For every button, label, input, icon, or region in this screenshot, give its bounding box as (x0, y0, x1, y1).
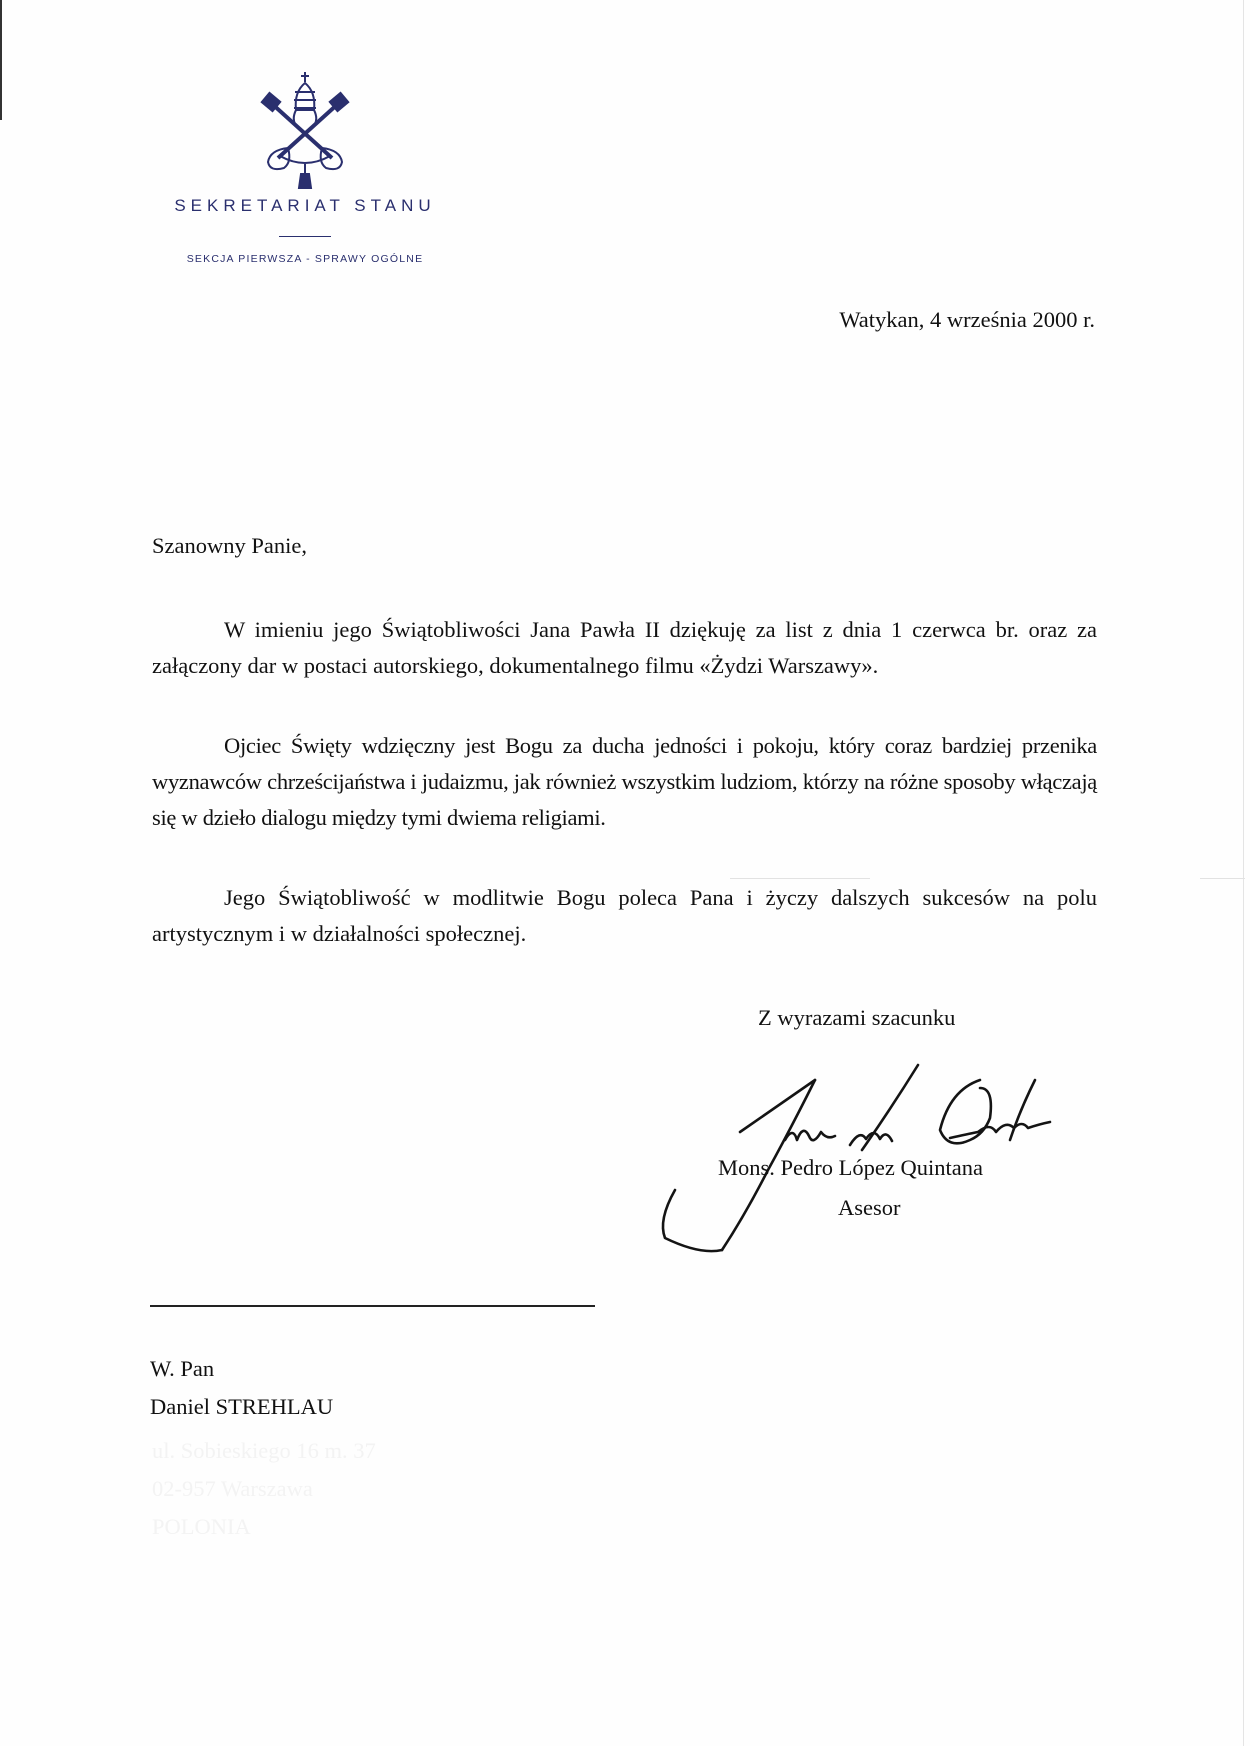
scan-edge-left (0, 0, 2, 120)
letterhead-subtitle: SEKCJA PIERWSZA - SPRAWY OGÓLNE (186, 253, 424, 265)
scan-edge-right (1243, 0, 1244, 1746)
recipient-honorific: W. Pan (150, 1356, 215, 1381)
paragraph-3 (152, 880, 1097, 952)
signer-name: Mons. Pedro López Quintana (718, 1155, 983, 1180)
recipient-divider (150, 1305, 595, 1307)
address-country: POLONIA (152, 1514, 251, 1539)
fold-mark (1200, 878, 1245, 879)
paragraph-2 (152, 728, 1097, 836)
paragraph-3-text: Jego Świątobliwość w modlitwie Bogu poleca Pana i życzy dalszych sukcesów na polu artystycznym i w działalności społecznej. (152, 885, 1097, 946)
address-city: 02-957 Warszawa (152, 1476, 313, 1501)
fold-mark (730, 878, 870, 879)
letterhead-title: SEKRETARIAT STANU (174, 196, 436, 215)
paragraph-1 (152, 612, 1097, 684)
faded-address-block (152, 1432, 376, 1546)
address-street: ul. Sobieskiego 16 m. 37 (152, 1438, 376, 1463)
letterhead (140, 70, 470, 265)
paragraph-1-text: W imieniu jego Świątobliwości Jana Pawła II dziękuję za list z dnia 1 czerwca br. oraz za załączony dar w postaci autorskiego, dokumentalnego filmu «Żydzi Warszawy». (152, 617, 1097, 678)
paragraph-2-text: Ojciec Święty wdzięczny jest Bogu za ducha jedności i pokoju, który coraz bardziej przenika wyznawców chrześcijaństwa i judaizmu, jak również wszystkim ludziom, którzy na różne sposoby włączają się w dzieło dialogu między tymi dwiema religiami. (152, 733, 1097, 830)
salutation: Szanowny Panie, (152, 533, 307, 558)
signer-title: Asesor (838, 1195, 901, 1220)
recipient-block (150, 1350, 333, 1426)
recipient-name: Daniel STREHLAU (150, 1394, 334, 1419)
letterhead-rule (279, 236, 331, 237)
papal-coat-of-arms-icon (260, 70, 350, 190)
date-line: Watykan, 4 września 2000 r. (839, 307, 1095, 332)
closing: Z wyrazami szacunku (758, 1005, 956, 1030)
